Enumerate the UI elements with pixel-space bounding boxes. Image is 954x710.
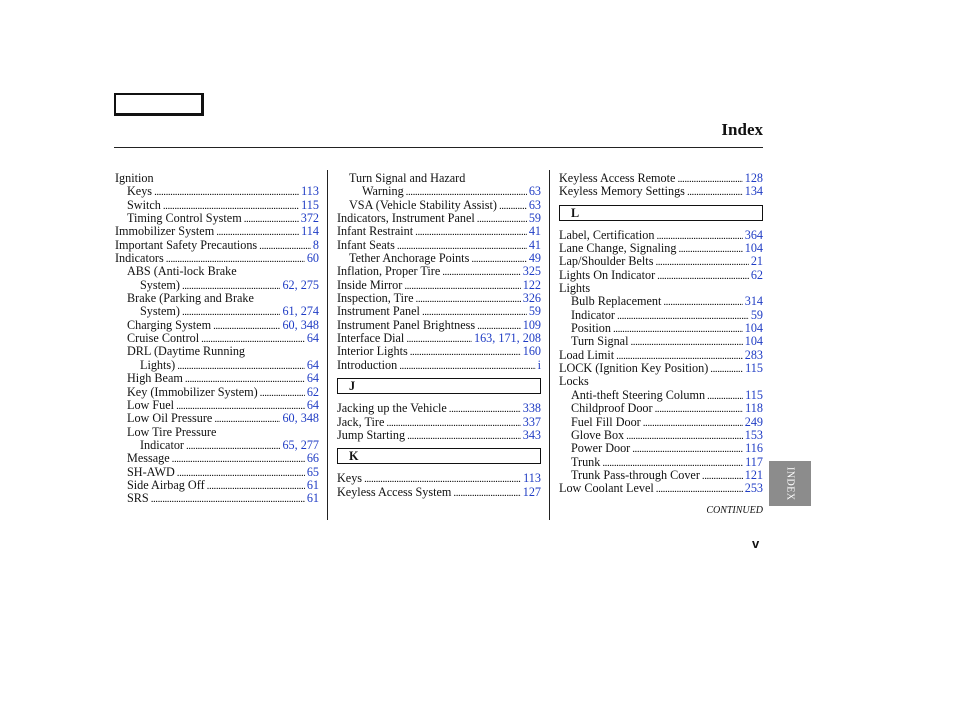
dot-leader <box>416 292 521 306</box>
page-reference-link[interactable]: i <box>537 357 541 372</box>
continued-note: CONTINUED <box>706 505 763 516</box>
entry-term: LOCK (Ignition Key Position) <box>559 361 709 376</box>
index-entry <box>337 279 541 292</box>
index-entry <box>559 389 763 402</box>
entry-term: Anti-theft Steering Column <box>571 387 706 402</box>
entry-term: Indicators, Instrument Panel <box>337 211 475 226</box>
page-title: Index <box>721 120 763 139</box>
index-entry <box>337 486 541 499</box>
index-entry <box>337 319 541 332</box>
entry-term: Keyless Memory Settings <box>559 184 685 199</box>
index-entry <box>337 212 541 225</box>
page-reference-link[interactable]: 113 <box>301 184 319 199</box>
index-entry <box>559 469 763 482</box>
dot-leader <box>259 239 311 253</box>
index-entry <box>115 199 319 212</box>
index-entry <box>559 172 763 185</box>
index-entry <box>559 429 763 442</box>
entry-term: Keys <box>127 184 153 199</box>
index-entry <box>115 305 319 318</box>
entry-term: Position <box>571 321 611 336</box>
index-entry <box>337 429 541 442</box>
page-reference-link[interactable]: 134 <box>744 184 763 199</box>
dot-leader <box>214 412 280 426</box>
page-reference-link[interactable]: 61, 274 <box>282 304 319 319</box>
section-letter-j: J <box>337 378 541 394</box>
entry-term: Low Tire Pressure <box>127 424 217 439</box>
page-reference-link[interactable]: 115 <box>745 361 763 376</box>
index-entry <box>559 456 763 469</box>
entry-term: Key (Immobilizer System) <box>127 384 258 399</box>
dot-leader <box>677 172 742 186</box>
page-reference-link[interactable]: 163, 171, 208 <box>473 331 541 346</box>
page-reference-link[interactable]: 116 <box>745 441 763 456</box>
section-letter-k: K <box>337 448 541 464</box>
entry-term: Timing Control System <box>127 211 242 226</box>
index-entry <box>115 225 319 238</box>
entry-term: Instrument Panel Brightness <box>337 317 476 332</box>
page-reference-link[interactable]: 338 <box>522 401 541 416</box>
page-reference-link[interactable]: 283 <box>744 347 763 362</box>
page-reference-link[interactable]: 8 <box>312 237 319 252</box>
entry-term: Ignition <box>115 171 154 185</box>
entry-term: Fuel Fill Door <box>571 414 641 429</box>
page-reference-link[interactable]: 372 <box>300 211 319 226</box>
entry-term: Jacking up the Vehicle <box>337 401 447 416</box>
column-divider-2 <box>549 170 550 520</box>
entry-term: Indicator <box>140 437 184 452</box>
dot-leader <box>663 295 742 309</box>
index-entry <box>337 345 541 358</box>
entry-term: Label, Certification <box>559 227 655 242</box>
index-entry <box>559 282 763 295</box>
page-reference-link[interactable]: 63 <box>528 184 541 199</box>
page-reference-link[interactable]: 104 <box>744 321 763 336</box>
entry-term: Low Fuel <box>127 397 175 412</box>
entry-term: Inflation, Proper Tire <box>337 264 441 279</box>
entry-term: High Beam <box>127 371 183 386</box>
page-reference-link[interactable]: 325 <box>522 264 541 279</box>
index-entry <box>115 185 319 198</box>
page-reference-link[interactable]: 326 <box>522 291 541 306</box>
dot-leader <box>415 225 527 239</box>
entry-term: Important Safety Precautions <box>115 237 258 252</box>
entry-term: Interior Lights <box>337 344 408 359</box>
page-reference-link[interactable]: 66 <box>306 451 319 466</box>
page-reference-link[interactable]: 61 <box>306 477 319 492</box>
dot-leader <box>707 389 743 403</box>
dot-leader <box>213 319 280 333</box>
side-tab-label: INDEX <box>784 466 796 501</box>
dot-leader <box>404 279 520 293</box>
entry-term: SH-AWD <box>127 464 175 479</box>
entry-term: Interface Dial <box>337 331 405 346</box>
entry-term: Infant Restraint <box>337 224 414 239</box>
entry-term: Trunk Pass-through Cover <box>571 467 700 482</box>
entry-term: Low Oil Pressure <box>127 411 213 426</box>
entry-term: SRS <box>127 491 149 506</box>
page-reference-link[interactable]: 21 <box>750 254 763 269</box>
index-entry <box>115 212 319 225</box>
index-entry <box>115 399 319 412</box>
page-reference-link[interactable]: 64 <box>306 397 319 412</box>
index-entry <box>115 479 319 492</box>
index-column-3 <box>559 172 763 496</box>
index-entry <box>115 452 319 465</box>
index-entry <box>559 309 763 322</box>
entry-term: Warning <box>362 184 404 199</box>
index-entry <box>115 359 319 372</box>
index-entry <box>559 375 763 388</box>
entry-term: Keyless Access System <box>337 484 452 499</box>
index-entry <box>559 482 763 495</box>
index-entry <box>559 269 763 282</box>
index-entry <box>115 492 319 505</box>
column-divider-1 <box>327 170 328 520</box>
index-entry <box>559 416 763 429</box>
entry-term: Cruise Control <box>127 331 200 346</box>
index-entry <box>337 416 541 429</box>
page-reference-link[interactable]: 59 <box>528 211 541 226</box>
entry-term: System) <box>140 277 180 292</box>
page-reference-link[interactable]: 63 <box>528 197 541 212</box>
index-entry <box>337 225 541 238</box>
entry-term: Lap/Shoulder Belts <box>559 254 654 269</box>
page-reference-link[interactable]: 337 <box>522 414 541 429</box>
entry-term: Side Airbag Off <box>127 477 205 492</box>
index-entry <box>115 466 319 479</box>
dot-leader <box>655 255 748 269</box>
dot-leader <box>626 429 743 443</box>
dot-leader <box>449 402 521 416</box>
header-rule <box>114 147 763 148</box>
index-entry <box>337 172 541 185</box>
entry-term: Tether Anchorage Points <box>349 251 470 266</box>
entry-term: Locks <box>559 374 589 389</box>
entry-term: Turn Signal <box>571 334 629 349</box>
index-entry <box>559 229 763 242</box>
index-entry <box>337 265 541 278</box>
entry-term: Instrument Panel <box>337 304 420 319</box>
page-reference-link[interactable]: 115 <box>301 197 319 212</box>
index-entry <box>559 335 763 348</box>
page-reference-link[interactable]: 59 <box>528 304 541 319</box>
entry-term: Infant Seats <box>337 237 395 252</box>
dot-leader <box>151 492 305 506</box>
page-reference-link[interactable]: 59 <box>750 307 763 322</box>
page-reference-link[interactable]: 109 <box>522 317 541 332</box>
entry-term: Jump Starting <box>337 427 406 442</box>
dot-leader <box>154 185 299 199</box>
dot-leader <box>499 199 527 213</box>
dot-leader <box>617 309 749 323</box>
dot-leader <box>386 416 520 430</box>
dot-leader <box>613 322 743 336</box>
entry-term: ABS (Anti-lock Brake <box>127 264 237 279</box>
entry-term: Lane Change, Signaling <box>559 241 677 256</box>
entry-term: Keys <box>337 471 363 486</box>
page-reference-link[interactable]: 160 <box>522 344 541 359</box>
index-side-tab[interactable] <box>769 461 811 506</box>
page-reference-link[interactable]: 128 <box>744 171 763 185</box>
index-entry <box>115 319 319 332</box>
index-entry <box>115 239 319 252</box>
header-tab-box <box>114 93 204 116</box>
index-entry <box>559 349 763 362</box>
entry-term: Lights <box>559 281 591 296</box>
index-entry <box>337 252 541 265</box>
entry-term: Glove Box <box>571 427 625 442</box>
index-entry <box>559 185 763 198</box>
page-reference-link[interactable]: 41 <box>528 224 541 239</box>
entry-term: Charging System <box>127 317 212 332</box>
entry-term: Low Coolant Level <box>559 481 654 496</box>
page-reference-link[interactable]: 118 <box>745 401 763 416</box>
page-reference-link[interactable]: 113 <box>523 471 541 486</box>
page-reference-link[interactable]: 364 <box>744 227 763 242</box>
page-reference-link[interactable]: 127 <box>522 484 541 499</box>
entry-term: Jack, Tire <box>337 414 385 429</box>
page-reference-link[interactable]: 62 <box>750 267 763 282</box>
index-entry <box>337 359 541 372</box>
entry-term: Load Limit <box>559 347 615 362</box>
entry-term: Immobilizer System <box>115 224 215 239</box>
page-reference-link[interactable]: 62 <box>306 384 319 399</box>
dot-leader <box>260 386 305 400</box>
dot-leader <box>678 242 742 256</box>
index-entry <box>337 199 541 212</box>
dot-leader <box>477 212 527 226</box>
entry-term: Bulb Replacement <box>571 294 662 309</box>
page-reference-link[interactable]: 49 <box>528 251 541 266</box>
index-entry <box>559 402 763 415</box>
index-entry <box>559 362 763 375</box>
index-entry <box>559 322 763 335</box>
index-entry <box>337 402 541 415</box>
dot-leader <box>632 442 743 456</box>
entry-term: Childproof Door <box>571 401 653 416</box>
dot-leader <box>207 479 305 493</box>
index-column-2 <box>337 172 541 499</box>
page-reference-link[interactable]: 60, 348 <box>282 411 319 426</box>
page-reference-link[interactable]: 60, 348 <box>282 317 319 332</box>
dot-leader <box>657 269 749 283</box>
entry-term: Lights On Indicator <box>559 267 656 282</box>
page-reference-link[interactable]: 114 <box>301 224 319 239</box>
page-reference-link[interactable]: 60 <box>306 251 319 266</box>
dot-leader <box>406 332 472 346</box>
dot-leader <box>442 265 520 279</box>
page-reference-link[interactable]: 117 <box>745 454 763 469</box>
index-entry <box>559 242 763 255</box>
index-entry <box>337 239 541 252</box>
dot-leader <box>643 416 743 430</box>
index-entry <box>559 442 763 455</box>
dot-leader <box>710 362 743 376</box>
dot-leader <box>399 359 535 373</box>
dot-leader <box>172 452 305 466</box>
dot-leader <box>407 429 521 443</box>
entry-term: Introduction <box>337 357 398 372</box>
index-entry <box>115 172 319 185</box>
entry-term: DRL (Daytime Running <box>127 344 246 359</box>
page-reference-link[interactable]: 121 <box>744 467 763 482</box>
index-entry <box>115 386 319 399</box>
index-entry <box>559 295 763 308</box>
index-entry <box>337 292 541 305</box>
dot-leader <box>177 359 305 373</box>
entry-term: Lights) <box>140 357 176 372</box>
page-reference-link[interactable]: 153 <box>744 427 763 442</box>
index-entry <box>337 332 541 345</box>
entry-term: Brake (Parking and Brake <box>127 291 254 306</box>
index-entry <box>337 305 541 318</box>
page-reference-link[interactable]: 343 <box>522 427 541 442</box>
index-entry <box>115 332 319 345</box>
page-reference-link[interactable]: 41 <box>528 237 541 252</box>
dot-leader <box>410 345 521 359</box>
page-reference-link[interactable]: 64 <box>306 357 319 372</box>
dot-leader <box>244 212 299 226</box>
index-column-1 <box>115 172 319 506</box>
page-reference-link[interactable]: 64 <box>306 331 319 346</box>
dot-leader <box>471 252 526 266</box>
index-entry <box>115 372 319 385</box>
page-reference-link[interactable]: 253 <box>744 481 763 496</box>
page-reference-link[interactable]: 104 <box>744 334 763 349</box>
index-entry <box>337 185 541 198</box>
index-entry <box>559 255 763 268</box>
entry-term: Message <box>127 451 170 466</box>
entry-term: Trunk <box>571 454 601 469</box>
index-entry <box>115 292 319 305</box>
entry-term: Inspection, Tire <box>337 291 414 306</box>
entry-term: Indicator <box>571 307 615 322</box>
dot-leader <box>453 486 520 500</box>
page-reference-link[interactable]: 61 <box>306 491 319 506</box>
entry-term: Keyless Access Remote <box>559 171 676 185</box>
index-entry <box>115 252 319 265</box>
index-entry <box>115 412 319 425</box>
entry-term: Turn Signal and Hazard <box>349 171 466 185</box>
page-reference-link[interactable]: 314 <box>744 294 763 309</box>
index-entry <box>115 439 319 452</box>
page-reference-link[interactable]: 65, 277 <box>282 437 319 452</box>
dot-leader <box>630 335 742 349</box>
page-reference-link[interactable]: 64 <box>306 371 319 386</box>
section-letter-l: L <box>559 205 763 221</box>
page-reference-link[interactable]: 65 <box>306 464 319 479</box>
entry-term: Indicators <box>115 251 164 266</box>
page-reference-link[interactable]: 104 <box>744 241 763 256</box>
dot-leader <box>656 482 743 496</box>
index-entry <box>115 426 319 439</box>
index-entry <box>115 279 319 292</box>
entry-term: VSA (Vehicle Stability Assist) <box>349 197 497 212</box>
index-entry <box>115 265 319 278</box>
entry-term: System) <box>140 304 180 319</box>
dot-leader <box>655 402 744 416</box>
page-number: v <box>752 536 760 551</box>
dot-leader <box>186 439 280 453</box>
entry-term: Inside Mirror <box>337 277 403 292</box>
index-entry <box>115 345 319 358</box>
dot-leader <box>687 185 743 199</box>
page-reference-link[interactable]: 249 <box>744 414 763 429</box>
index-entry <box>337 472 541 485</box>
dot-leader <box>702 469 743 483</box>
entry-term: Power Door <box>571 441 631 456</box>
page-reference-link[interactable]: 115 <box>745 387 763 402</box>
page-reference-link[interactable]: 122 <box>522 277 541 292</box>
page-reference-link[interactable]: 62, 275 <box>282 277 319 292</box>
entry-term: Switch <box>127 197 161 212</box>
